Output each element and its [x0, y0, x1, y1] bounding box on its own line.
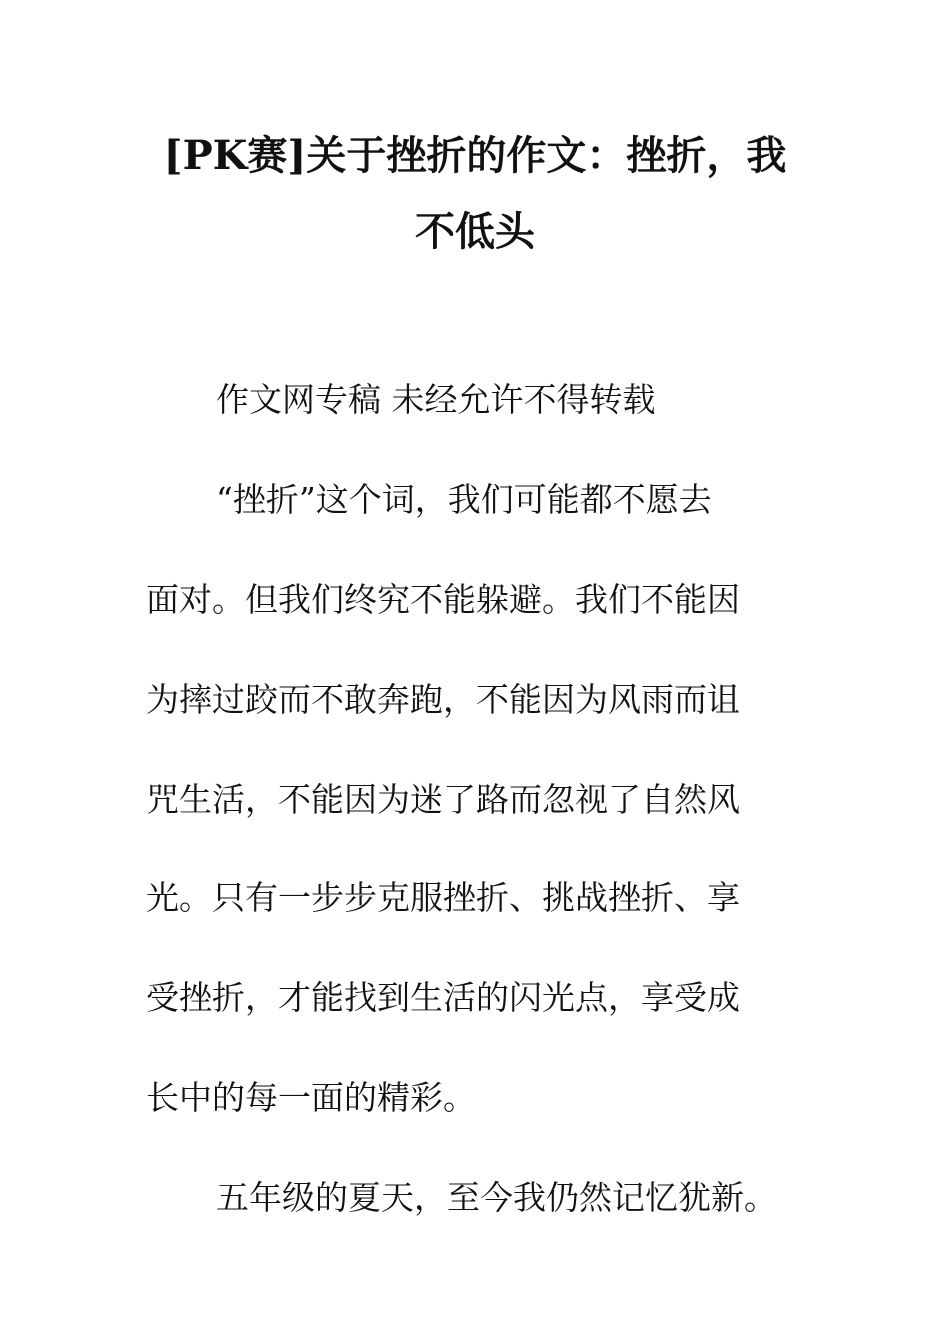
paragraph-line: 五年级的夏天，至今我仍然记忆犹新。 [216, 1178, 777, 1217]
paragraph-line: 为摔过跤而不敢奔跑，不能因为风雨而诅 [146, 680, 740, 719]
paragraph-line: 光。只有一步步克服挫折、挑战挫折、享 [146, 878, 740, 917]
title-line-2: 不低头 [415, 208, 535, 255]
paragraph-line: 受挫折，才能找到生活的闪光点，享受成 [146, 978, 740, 1017]
title-line-1: [PK赛]关于挫折的作文：挫折，我 [163, 132, 787, 179]
paragraph-line: 面对。但我们终究不能躲避。我们不能因 [146, 580, 740, 619]
paragraph-line: 长中的每一面的精彩。 [146, 1078, 476, 1117]
document-title [140, 118, 810, 270]
copyright-notice: 作文网专稿 未经允许不得转载 [216, 380, 656, 419]
paragraph-line: 咒生活，不能因为迷了路而忽视了自然风 [146, 780, 740, 819]
paragraph-line: “挫折”这个词，我们可能都不愿去 [216, 480, 712, 519]
